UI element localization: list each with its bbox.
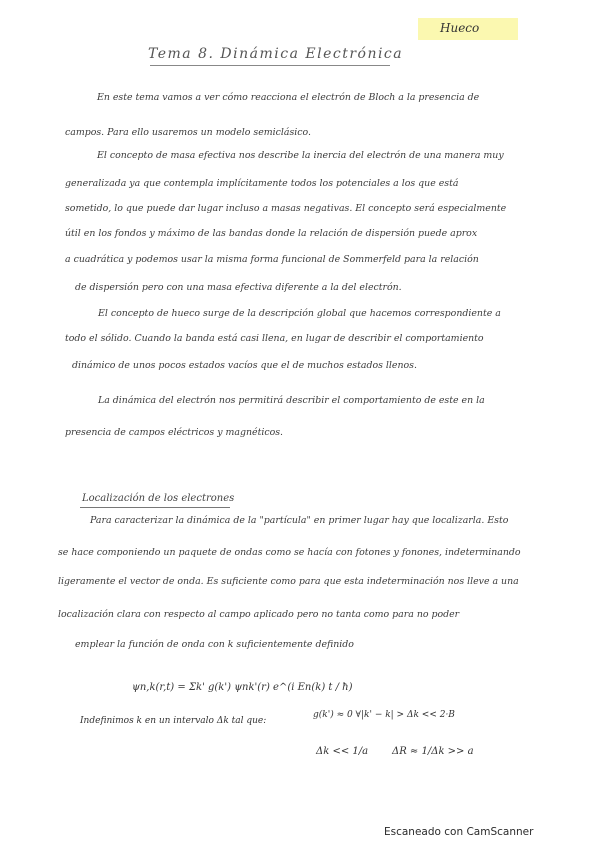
section-line-1: Para caracterizar la dinámica de la "partícula" en primer lugar hay que localizarla. Esto bbox=[90, 515, 509, 526]
section-line-3: ligeramente el vector de onda. Es suficiente como para que esta indeterminación nos lleve a una bbox=[58, 576, 519, 587]
paragraph-2-line-3: sometido, lo que puede dar lugar incluso a masas negativas. El concepto será especialmente bbox=[65, 203, 507, 214]
paragraph-2-line-6: de dispersión pero con una masa efectiva diferente a la del electrón. bbox=[75, 282, 402, 293]
paragraph-4-line-1: La dinámica del electrón nos permitirá describir el comportamiento de este en la bbox=[98, 395, 485, 406]
section-line-4: localización clara con respecto al campo aplicado pero no tanta como para no poder bbox=[58, 609, 460, 620]
paragraph-2-line-2: generalizada ya que contempla implícitamente todos los potenciales a los que está bbox=[65, 178, 459, 189]
paragraph-2-line-1: El concepto de masa efectiva nos describe la inercia del electrón de una manera muy bbox=[97, 150, 504, 161]
wave-packet-formula: ψn,k(r,t) = Σk' g(k') ψnk'(r) e^(i En(k) t / ħ) bbox=[132, 682, 353, 693]
section-heading: Localización de los electrones bbox=[82, 493, 235, 504]
delta-r-formula: ΔR ≈ 1/Δk >> a bbox=[392, 746, 474, 757]
highlight-label: Hueco bbox=[440, 21, 480, 35]
paragraph-4-line-2: presencia de campos eléctricos y magnéticos. bbox=[65, 427, 284, 438]
paragraph-2-line-4: útil en los fondos y máximo de las bandas donde la relación de dispersión puede aprox bbox=[65, 228, 478, 239]
paragraph-2-line-5: a cuadrática y podemos usar la misma forma funcional de Sommerfeld para la relación bbox=[65, 254, 479, 265]
paragraph-3-line-2: todo el sólido. Cuando la banda está casi llena, en lugar de describir el comportamiento bbox=[65, 333, 484, 344]
title-underline bbox=[150, 65, 390, 66]
section-line-5: emplear la función de onda con k suficientemente definido bbox=[75, 639, 354, 650]
paragraph-1-line-2: campos. Para ello usaremos un modelo semiclásico. bbox=[65, 127, 312, 138]
page-title: Tema 8. Dinámica Electrónica bbox=[148, 46, 404, 62]
paragraph-1-line-1: En este tema vamos a ver cómo reacciona el electrón de Bloch a la presencia de bbox=[97, 92, 480, 103]
paragraph-3-line-3: dinámico de unos pocos estados vacíos que el de muchos estados llenos. bbox=[72, 360, 417, 371]
indefinition-text: Indefinimos k en un intervalo Δk tal que: bbox=[80, 716, 267, 726]
section-line-2: se hace componiendo un paquete de ondas como se hacía con fotones y fonones, indeterminando bbox=[58, 547, 521, 558]
paragraph-3-line-1: El concepto de hueco surge de la descripción global que hacemos correspondiente a bbox=[98, 308, 501, 319]
delta-k-formula: Δk << 1/a bbox=[316, 746, 369, 757]
camscanner-watermark: Escaneado con CamScanner bbox=[384, 826, 534, 838]
section-underline bbox=[80, 507, 230, 508]
condition-formula: g(k') ≈ 0 ∀|k' − k| > Δk << 2·B bbox=[313, 710, 455, 720]
